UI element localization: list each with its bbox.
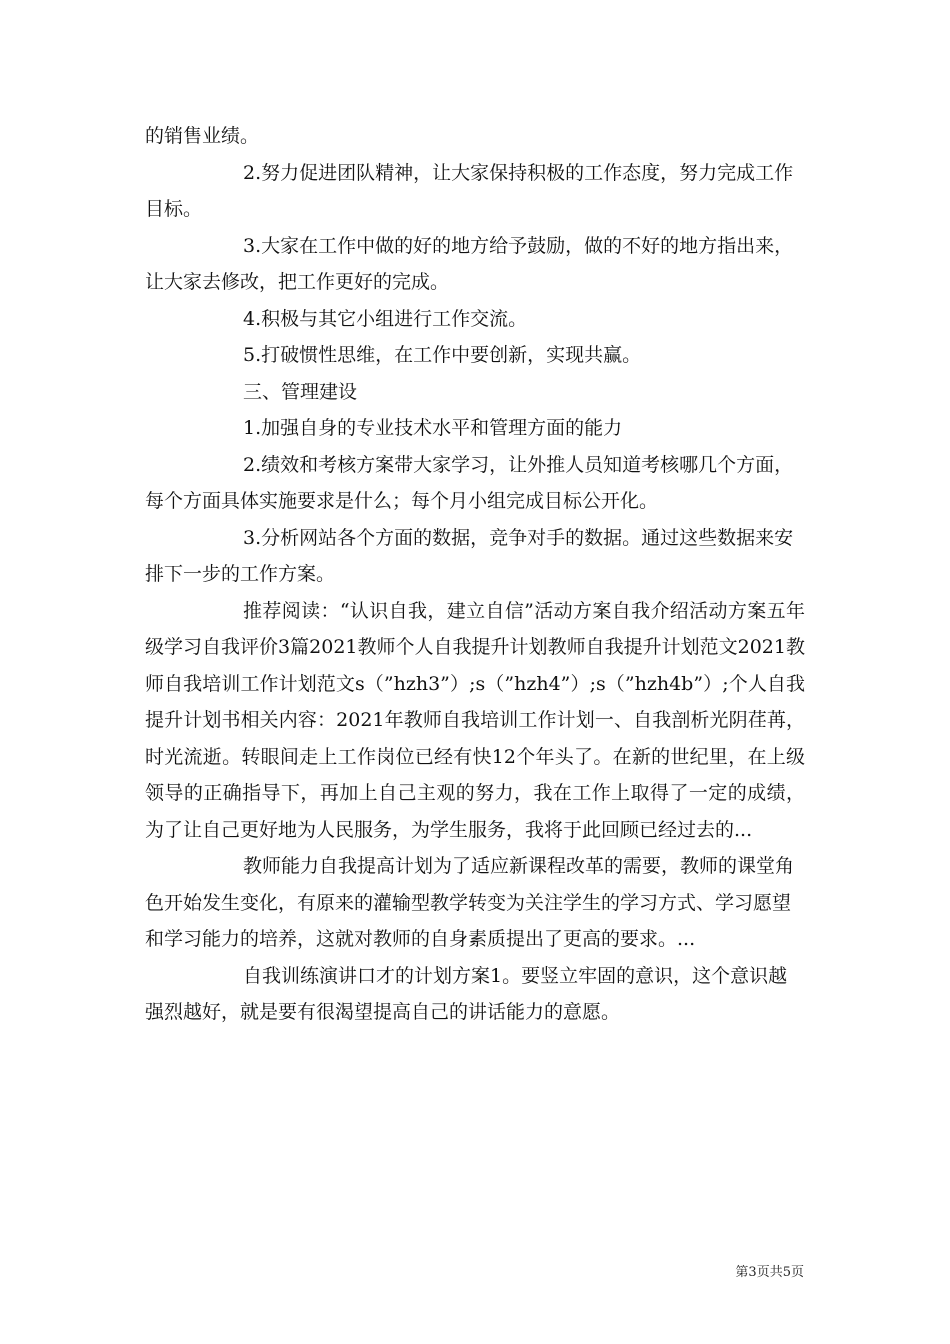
page-number-footer <box>735 1264 804 1282</box>
paragraph: 2.绩效和考核方案带大家学习，让外推人员知道考核哪几个方面，每个方面具体实施要求是什么；每个月小组完成目标公开化。 <box>145 453 794 512</box>
paragraph: 3.分析网站各个方面的数据，竞争对手的数据。通过这些数据来安排下一步的工作方案。 <box>145 526 794 585</box>
paragraph: 教师能力自我提高计划为了适应新课程改革的需要，教师的课堂角色开始发生变化，有原来的灌输型教学转变为关注学生的学习方式、学习愿望和学习能力的培养，这就对教师的自身素质提出了更高的要求。... <box>145 855 795 950</box>
paragraph: 3.大家在工作中做的好的地方给予鼓励，做的不好的地方指出来，让大家去修改，把工作更好的完成。 <box>145 234 794 293</box>
page-label: 第 <box>735 1265 749 1280</box>
paragraph: 1.加强自身的专业技术水平和管理方面的能力 <box>243 417 623 439</box>
paragraph: 的销售业绩。 <box>145 125 260 147</box>
paragraph: 4.积极与其它小组进行工作交流。 <box>243 307 528 330</box>
page-mid: 页共 <box>756 1265 783 1280</box>
paragraph: 自我训练演讲口才的计划方案1。要竖立牢固的意识，这个意识越强烈越好，就是要有很渴望提高自己的讲话能力的意愿。 <box>145 964 788 1023</box>
page-suffix: 页 <box>790 1265 804 1280</box>
page-current: 3 <box>748 1265 757 1280</box>
recommended-reading-paragraph: 推荐阅读：“认识自我，建立自信”活动方案自我介绍活动方案五年级学习自我评价3篇2021教师个人自我提升计划教师自我提升计划范文2021教师自我培训工作计划范文s（”hzh3”）;s（”hzh4”）;s（”hzh4b”）;个人自我提升计划书相关内容：2021年教师自我培训工作计划一、自我剖析光阴荏苒，时光流逝。转眼间走上工作岗位已经有快12个年头了。在新的世纪里，在上级领导的正确指导下，再加上自己主观的努力，我在工作上取得了一定的成绩，为了让自己更好地为人民服务，为学生服务，我将于此回顾已经过去的... <box>145 599 805 841</box>
document-body <box>145 118 805 1031</box>
page-total: 5 <box>782 1265 791 1280</box>
section-heading: 三、管理建设 <box>243 380 358 403</box>
paragraph: 2.努力促进团队精神，让大家保持积极的工作态度，努力完成工作目标。 <box>145 161 794 220</box>
paragraph: 5.打破惯性思维，在工作中要创新，实现共赢。 <box>243 344 642 366</box>
